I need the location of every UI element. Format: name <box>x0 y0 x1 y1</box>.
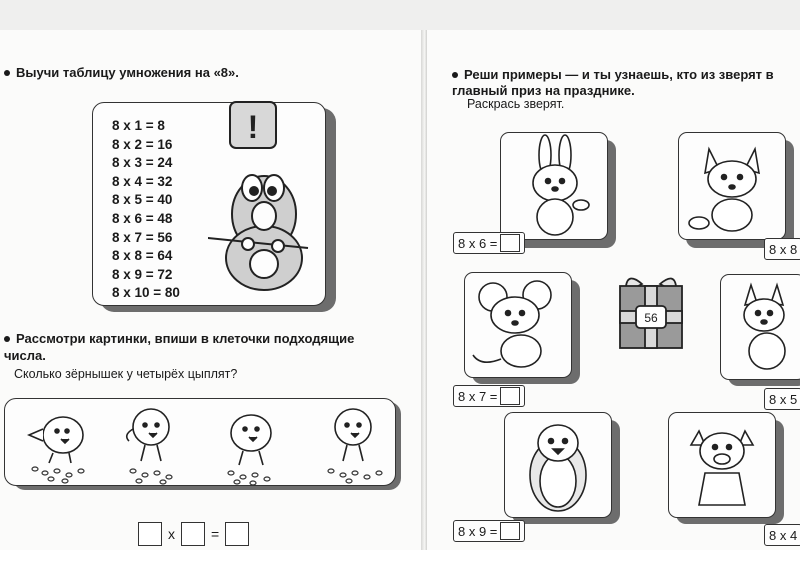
example-text: 8 x 8 <box>769 241 798 257</box>
task-pictures <box>4 330 354 347</box>
answer-row <box>138 522 249 546</box>
table-row: 8 x 4 = 32 <box>112 173 173 189</box>
example-rabbit <box>453 232 525 254</box>
answer-box[interactable] <box>500 234 520 252</box>
eight-figure-icon <box>208 175 308 290</box>
rabbit-frame <box>500 132 608 240</box>
answer-box-2[interactable] <box>181 522 205 546</box>
task-solve-line2: главный приз на празднике. <box>452 83 635 98</box>
gift-box-icon <box>614 270 688 356</box>
chick-icon <box>127 409 169 461</box>
example-squirrel <box>764 388 800 410</box>
table-row: 8 x 2 = 16 <box>112 136 173 152</box>
answer-box-3[interactable] <box>225 522 249 546</box>
bullet-icon <box>4 336 10 342</box>
fox-icon <box>679 133 785 239</box>
bullet-icon <box>452 72 458 78</box>
chick-icon <box>335 409 371 461</box>
mouse-icon <box>465 273 571 377</box>
pig-icon <box>669 413 775 517</box>
task-learn-table-text: Выучи таблицу умножения на «8». <box>16 65 239 80</box>
example-text: 8 x 4 <box>769 527 798 543</box>
example-penguin <box>453 520 525 542</box>
svg-text:56: 56 <box>644 311 658 325</box>
penguin-icon <box>505 413 611 517</box>
task-solve-line1: Реши примеры — и ты узнаешь, кто из зверят в <box>464 67 774 82</box>
rabbit-icon <box>501 133 607 239</box>
instruction-text: Раскрась зверят. <box>467 97 565 111</box>
example-text: 8 x 7 = <box>458 388 498 404</box>
chick-panel <box>4 398 396 486</box>
example-pig <box>764 524 800 546</box>
mouse-frame <box>464 272 572 378</box>
task-learn-table <box>4 64 239 81</box>
answer-box[interactable] <box>500 522 520 540</box>
table-row: 8 x 1 = 8 <box>112 118 165 133</box>
fox-frame <box>678 132 786 240</box>
scan-margin <box>0 550 800 582</box>
example-text: 8 x 6 = <box>458 235 498 251</box>
svg-text:!: ! <box>247 109 259 145</box>
exclamation-sticker-icon <box>230 102 276 148</box>
bullet-icon <box>4 70 10 76</box>
chicks-illustration <box>5 399 395 485</box>
squirrel-icon <box>721 275 800 379</box>
task-pictures-line1: Рассмотри картинки, впиши в клеточки подходящие <box>16 331 355 346</box>
table-row: 8 x 6 = 48 <box>112 210 173 226</box>
example-fox <box>764 238 800 260</box>
equals-sign: = <box>211 526 220 542</box>
eight-character-illustration <box>208 96 320 296</box>
chick-icon <box>231 415 271 465</box>
question-text: Сколько зёрнышек у четырёх цыплят? <box>14 367 238 381</box>
penguin-frame <box>504 412 612 518</box>
times-sign: x <box>168 526 175 542</box>
task-pictures-line2: числа. <box>4 348 46 363</box>
squirrel-frame <box>720 274 800 380</box>
example-text: 8 x 9 = <box>458 523 498 539</box>
table-row: 8 x 8 = 64 <box>112 248 173 264</box>
multiplication-table <box>112 117 180 303</box>
answer-box[interactable] <box>500 387 520 405</box>
table-row: 8 x 3 = 24 <box>112 155 173 171</box>
table-row: 8 x 9 = 72 <box>112 266 173 282</box>
task-pictures-cont <box>4 347 46 364</box>
pig-frame <box>668 412 776 518</box>
example-text: 8 x 5 <box>769 391 798 407</box>
table-row: 8 x 10 = 80 <box>112 285 180 301</box>
table-row: 8 x 5 = 40 <box>112 192 173 208</box>
table-row: 8 x 7 = 56 <box>112 229 173 245</box>
answer-box-1[interactable] <box>138 522 162 546</box>
grain-icons <box>32 467 382 485</box>
chick-icon <box>29 417 83 463</box>
example-mouse <box>453 385 525 407</box>
task-solve-examples <box>452 66 774 83</box>
